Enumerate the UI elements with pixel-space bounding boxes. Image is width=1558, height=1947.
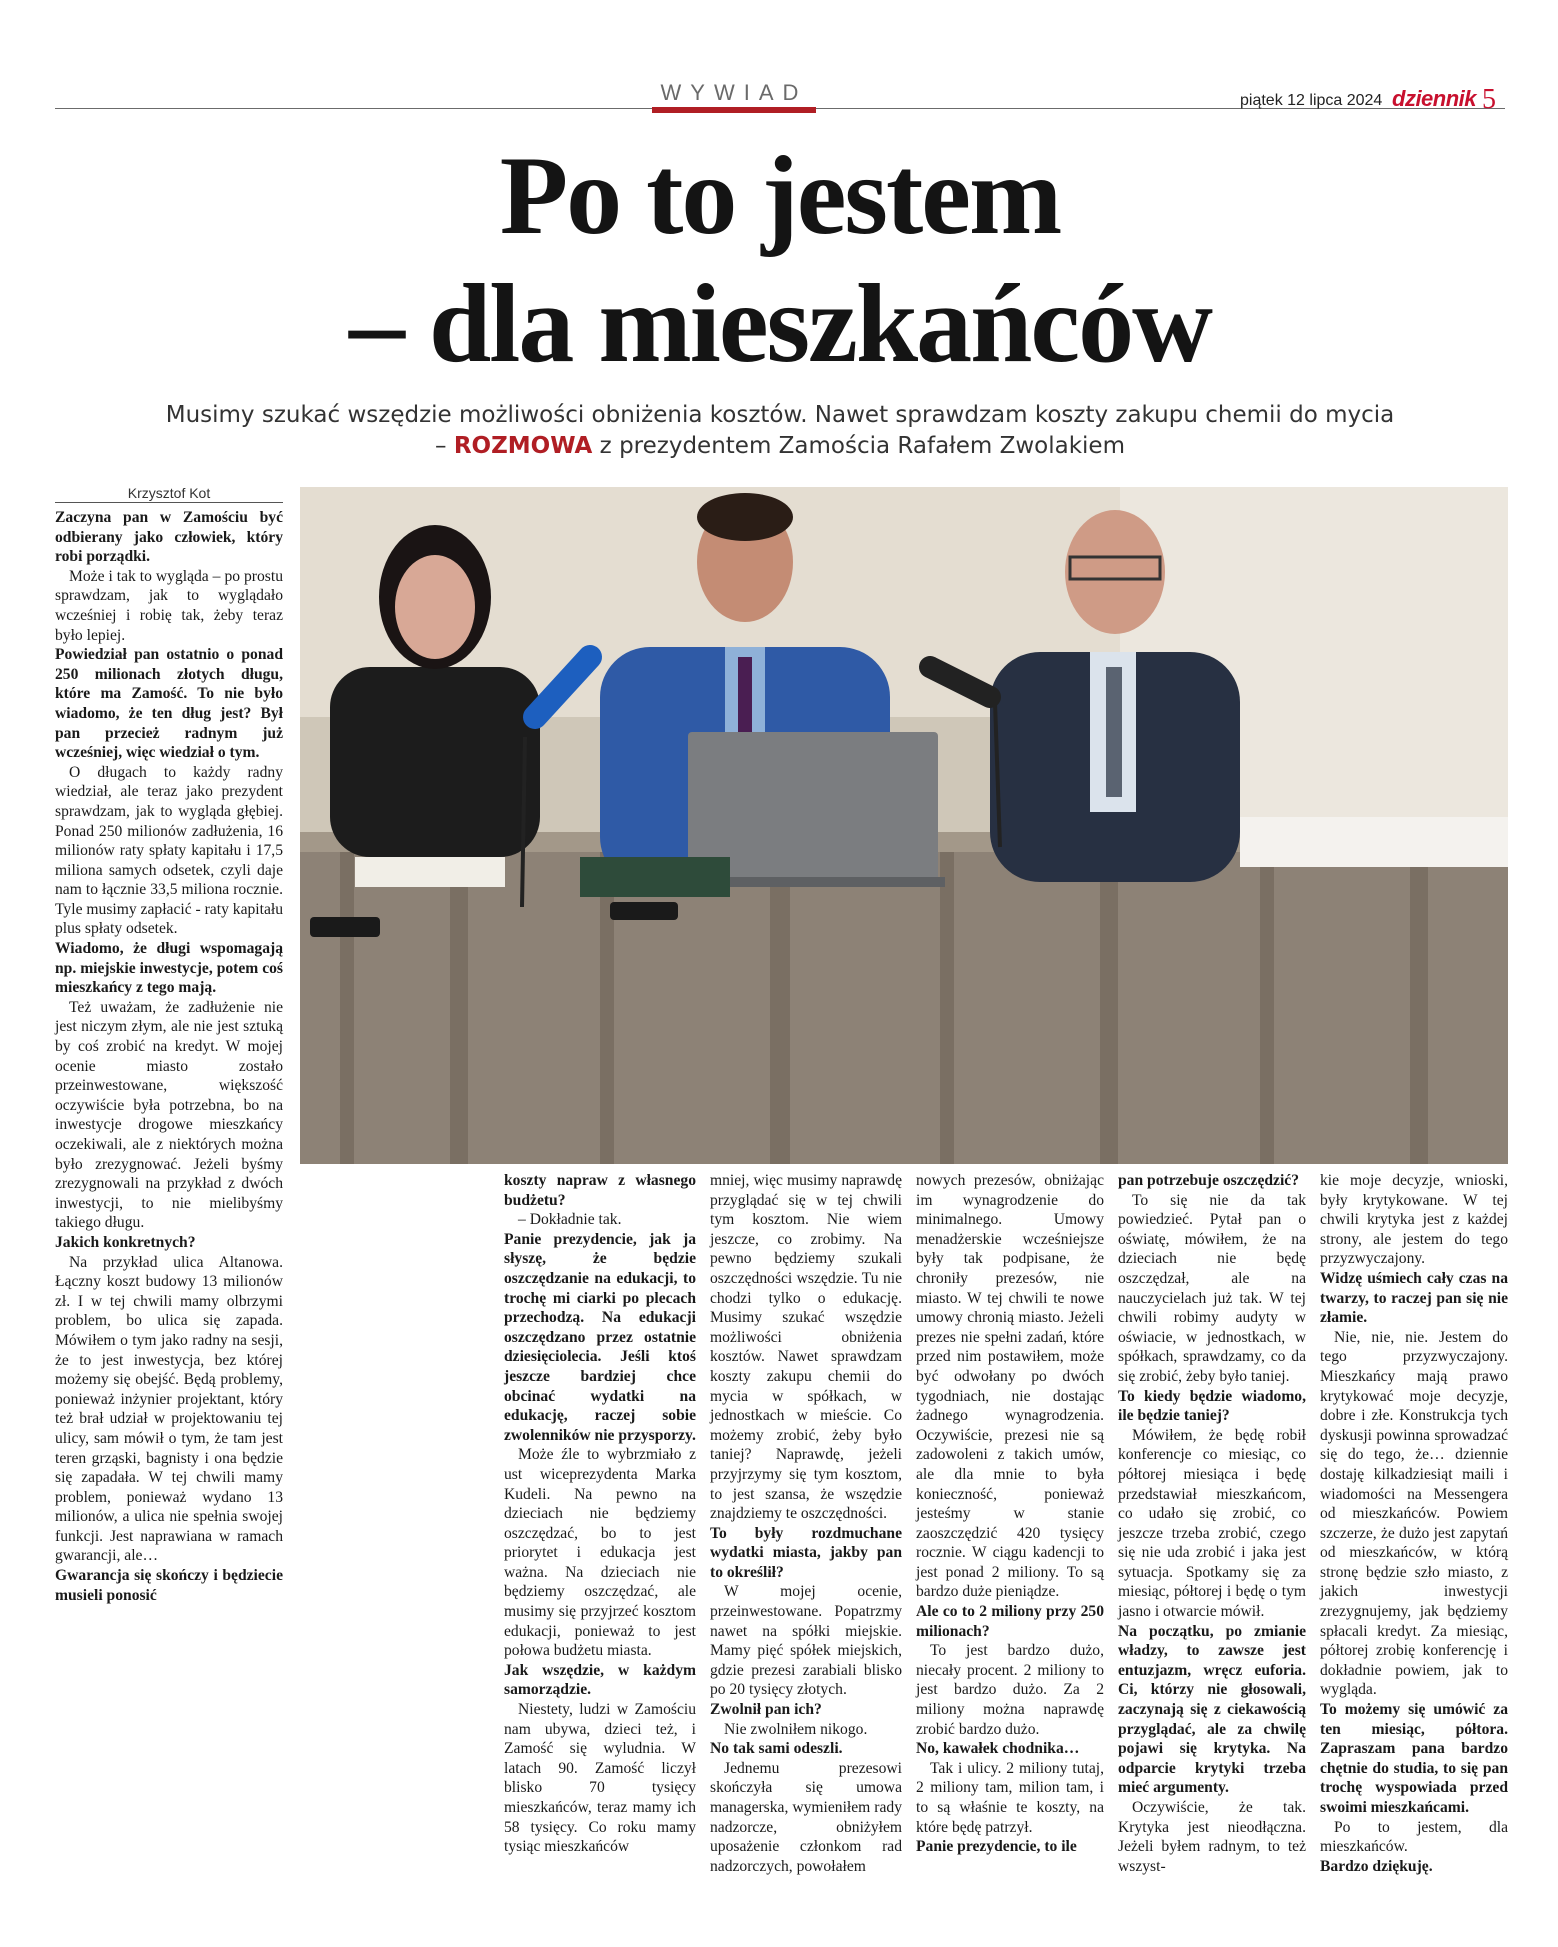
answer: Na przykład ulica Altanowa. Łączny koszt budowy 13 milionów zł. I w tej chwili mamy olbrzymi problem, bo ulica się zapada. Mówiłem o tym jako radny na sesji, że to jest inwestycja, bez której możemy się obejść. Będą problemy, ponieważ inżynier projektant, który też brał udział w projektowaniu tej ulicy, sam mówił o tym, że tam jest teren grząski, bagnisty i ona będzie się zapadała. W tej chwili mamy problem, ponieważ wydano 13 milionów, a ulica nie spełnia swojej funkcji. Jest naprawiana w ramach gwarancji, ale… (55, 1253, 283, 1565)
byline: Krzysztof Kot (55, 485, 283, 503)
question: Wiadomo, że długi wspomagają np. miejskie inwestycje, potem coś mieszkańcy z tego mają. (55, 940, 283, 997)
answer-continued: kie moje decyzje, wnioski, były krytykowane. W tej chwili krytyka jest z każdej strony, ale jestem do tego przyzwyczajony. (1320, 1172, 1508, 1268)
question: pan potrzebuje oszczędzić? (1118, 1172, 1300, 1189)
question: No, kawałek chodnika… (916, 1740, 1080, 1758)
press-conference-photo (300, 487, 1508, 1164)
question: Na początku, po zmianie władzy, to zawsze jest entuzjazm, wręcz euforia. Ci, którzy nie głosowali, zaczynają się z ciekawością przyglądać, ale za chwilę pojawi się krytyka. Na odparcie krytyki trzeba mieć argumenty. (1118, 1622, 1306, 1797)
lead-text-1: Musimy szukać wszędzie możliwości obniżenia kosztów. Nawet sprawdzam koszty zakupu chemii do mycia (165, 402, 1395, 428)
question: Jak wszędzie, w każdym samorządzie. (504, 1661, 696, 1699)
answer: Po to jestem, dla mieszkańców. (1320, 1818, 1508, 1856)
question: To kiedy będzie wiadomo, ile będzie taniej? (1118, 1387, 1306, 1425)
answer: Nie, nie, nie. Jestem do tego przyzwyczajony. Mieszkańcy mają prawo krytykować moje decyzje, dobre i złe. Konstrukcja tych dyskusji powinna sprowadzać się do tego, że… dziennie dostaję kilkadziesiąt maili i wiadomości na Messengera od mieszkańców. Powiem szczerze, że dużo jest zapytań od mieszkańców, w którą stronę będzie szło miasto, z jakich inwestycji zrezygnujemy, jak będziemy spłacali kredyt. Za miesiąc, półtorej zrobię konferencję i dokładnie powiem, jak to wygląda. (1320, 1328, 1508, 1699)
brand-logo: dziennik (1392, 86, 1477, 111)
question: Panie prezydencie, to ile (916, 1838, 1077, 1856)
headline-line-1: Po to jestem (499, 134, 1061, 258)
question: To możemy się umówić za ten miesiąc, półtora. Zapraszam pana bardzo chętnie do studia, to się pan trochę wyspowiada przed swoimi mieszkańcami. (1320, 1701, 1508, 1816)
answer: To się nie da tak powiedzieć. Pytał pan o oświatę, mówiłem, że na dzieciach nie będę oszczędzał, ale na nauczycielach już tak. W tej chwili robimy audyty w oświacie, w jednostkach, w spółkach, sprawdzamy, co da się zrobić, żeby było taniej. (1118, 1191, 1306, 1385)
question: Powiedział pan ostatnio o ponad 250 milionach złotych długu, które ma Zamość. To nie było wiadomo, że ten dług jest? Był pan przecież radnym już wcześniej, więc wiedział o tym. (55, 646, 283, 762)
lead-emphasis: ROZMOWA (453, 433, 593, 459)
page-number: 5 (1482, 84, 1496, 115)
section-underline (652, 107, 816, 113)
question: Gwarancja się skończy i będziecie musieli ponosić (55, 1567, 283, 1604)
question: Panie prezydencie, jak ja słyszę, że będzie oszczędzanie na edukacji, to trochę mi ciarki po plecach przechodzą. Na edukacji oszczędzano przez ostatnie dziesięciolecia. Jeśli ktoś jeszcze bardziej chce obcinać wydatki na edukację, raczej sobie zwolenników nie przysporzy. (504, 1230, 696, 1444)
answer: Oczywiście, że tak. Krytyka jest nieodłączna. Jeżeli byłem radnym, to też wszyst- (1118, 1799, 1306, 1875)
question: No tak sami odeszli. (710, 1740, 843, 1758)
lead-dash: – (435, 433, 454, 459)
answer-continued: nowych prezesów, obniżając im wynagrodzenie do minimalnego. Umowy menadżerskie wcześniejsze były tak podpisane, że chroniły prezesów, nie miasto. W tej chwili te nowe umowy chronią miasto. Jeżeli prezes nie spełni zadań, które przed nim postawiłem, może być odwołany po dwóch tygodniach, nie dostając żadnego wynagrodzenia. Oczywiście, prezesi nie są zadowoleni z takich umów, ale dla mnie to była konieczność, ponieważ jesteśmy w stanie zaoszczędzić 420 tysięcy rocznie. W ciągu kadencji to jest ponad 2 miliony. To są bardzo duże pieniądze. (916, 1172, 1104, 1601)
answer: Nie zwolniłem nikogo. (724, 1720, 868, 1738)
article-column-1 (55, 508, 283, 1605)
headline (55, 132, 1505, 388)
lead-text-2: z prezydentem Zamościa Rafałem Zwolakiem (592, 433, 1125, 459)
question: koszty napraw z własnego budżetu? (504, 1172, 696, 1209)
question: Zwolnił pan ich? (710, 1701, 822, 1719)
article-column-2 (504, 1171, 696, 1857)
photo-illustration (300, 487, 1508, 1164)
answer-continued: mniej, więc musimy naprawdę przyglądać się w tej chwili tym kosztom. Nie wiem jeszcze, co zrobimy. Na pewno będziemy szukali oszczędności wszędzie. Tu nie chodzi tylko o edukację. Musimy szukać wszędzie możliwości obniżenia kosztów. Nawet sprawdzam koszty zakupu chemii do mycia w spółkach, w jednostkach w mieście. Co możemy zrobić, żeby było taniej? Naprawdę, jeżeli przyjrzymy się tym kosztom, to jest szansa, że wszędzie znajdziemy te oszczędności. (710, 1172, 902, 1523)
section-label: WYWIAD (660, 80, 808, 105)
issue-date: piątek 12 lipca 2024 (1240, 92, 1383, 109)
answer: – Dokładnie tak. (518, 1211, 622, 1229)
article-column-5 (1118, 1171, 1306, 1876)
headline-line-2: – dla mieszkańców (349, 262, 1211, 386)
question: Zaczyna pan w Zamościu być odbierany jako człowiek, który robi porządki. (55, 509, 283, 566)
answer: Też uważam, że zadłużenie nie jest niczym złym, ale nie jest sztuką by coś zrobić na kredyt. W mojej ocenie miasto zostało przeinwestowane, większość oczywiście była potrzebna, bo na inwestycje drogowe mieszkańcy oczekiwali, ale z niektórych można było zrezygnować. Jeżeli byśmy zrezygnowali na przykład z dwóch inwestycji, to nie mielibyśmy takiego długu. (55, 998, 283, 1232)
question: Jakich konkretnych? (55, 1233, 196, 1251)
answer: To jest bardzo dużo, niecały procent. 2 miliony to jest bardzo dużo. Za 2 miliony można naprawdę zrobić bardzo dużo. (916, 1642, 1104, 1738)
question: Ale co to 2 miliony przy 250 milionach? (916, 1603, 1104, 1640)
answer: Tak i ulicy. 2 miliony tutaj, 2 miliony tam, milion tam, i to są właśnie te koszty, na które będę patrzył. (916, 1759, 1104, 1836)
answer: Mówiłem, że będę robił konferencje co miesiąc, co półtorej miesiąca i będę przedstawiał mieszkańcom, co udało się zrobić, co jeszcze trzeba zrobić, czego się nie uda zrobić i jaka jest sytuacja. Spotkamy się za miesiąc, półtorej i będę o tym jasno i otwarcie mówił. (1118, 1426, 1306, 1621)
lead-paragraph (100, 400, 1460, 462)
article-column-6 (1320, 1171, 1508, 1876)
answer: Niestety, ludzi w Zamościu nam ubywa, dzieci też, i Zamość się wyludnia. W latach 90. Zamość liczył blisko 70 tysięcy mieszkańców, teraz mamy ich 58 tysięcy. Co roku mamy tysiąc mieszkańców (504, 1701, 696, 1856)
answer: W mojej ocenie, przeinwestowane. Popatrzmy nawet na spółki miejskie. Mamy pięć spółek miejskich, gdzie prezesi zarabiali blisko po 20 tysięcy złotych. (710, 1583, 902, 1699)
article-column-3 (710, 1171, 902, 1876)
answer: O długach to każdy radny wiedział, ale teraz jako prezydent sprawdzam, jak to wygląda głębiej. Ponad 250 milionów zadłużenia, 16 milionów raty spłaty kapitału i 17,5 miliona samych odsetek, czyli daje nam to łącznie 33,5 miliona rocznie. Tyle musimy zapłacić - raty kapitału plus spłaty odsetek. (55, 763, 283, 938)
question: Widzę uśmiech cały czas na twarzy, to raczej pan się nie złamie. (1320, 1269, 1508, 1327)
answer: Może i tak to wygląda – po prostu sprawdzam, jak to wyglądało wcześniej i robię tak, żeby teraz było lepiej. (55, 567, 283, 644)
article-column-4 (916, 1171, 1104, 1857)
question: To były rozdmuchane wydatki miasta, jakby pan to określił? (710, 1524, 902, 1581)
answer: Może źle to wybrzmiało z ust wiceprezydenta Marka Kudeli. Na pewno na dzieciach nie będziemy oszczędzać, bo to jest priorytet i edukacja jest ważna. Na dzieciach nie będziemy oszczędzać, ale musimy się przyjrzeć kosztom edukacji, ponieważ to jest połowa budżetu miasta. (504, 1446, 696, 1660)
answer: Jednemu prezesowi skończyła się umowa managerska, wymieniłem rady nadzorcze, obniżyłem uposażenie członkom rad nadzorczych, powołałem (710, 1759, 902, 1875)
question: Bardzo dziękuję. (1320, 1857, 1433, 1875)
